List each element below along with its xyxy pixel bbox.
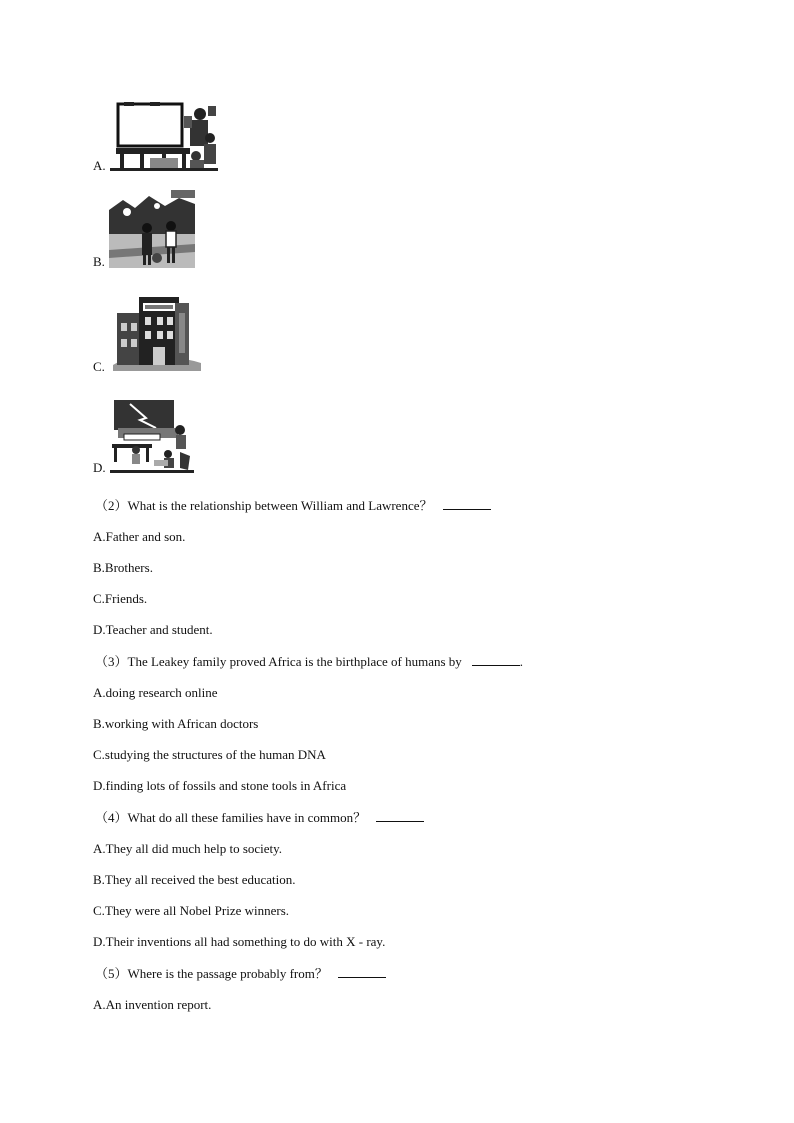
school-yard-picture-icon [110,398,194,474]
q2-option-d[interactable]: D.Teacher and student. [93,622,213,637]
option-letter: C. [93,359,105,374]
question-3-stem [95,653,523,670]
q2-option-a[interactable]: A.Father and son. [93,529,186,544]
option-c-image-row[interactable] [93,293,205,373]
q3-option-b[interactable]: B.working with African doctors [93,716,259,731]
q4-option-d[interactable]: D.Their inventions all had something to do with X - ray. [93,934,386,949]
hospital-building-picture-icon [109,293,205,373]
option-letter: D. [93,460,106,475]
q2-option-c[interactable]: C.Friends. [93,591,148,606]
answer-blank[interactable] [376,809,424,822]
q3-option-c[interactable]: C.studying the structures of the human DNA [93,747,326,762]
question-5-stem [95,965,386,982]
q2-option-b[interactable]: B.Brothers. [93,560,153,575]
q4-option-a[interactable]: A.They all did much help to society. [93,841,283,856]
answer-blank[interactable] [338,965,386,978]
q4-option-c[interactable]: C.They were all Nobel Prize winners. [93,903,290,918]
question-end: . [519,654,524,669]
question-text: （5）Where is the passage probably from？ [95,966,328,981]
question-text: （4）What do all these families have in common？ [95,810,367,825]
q4-option-b[interactable]: B.They all received the best education. [93,872,296,887]
classroom-picture-icon [110,100,218,172]
question-text: （3）The Leakey family proved Africa is the birthplace of humans by [95,654,462,669]
option-letter: A. [93,158,106,173]
outdoor-walk-picture-icon [109,190,195,268]
question-4-stem [95,809,424,826]
q5-option-a[interactable]: A.An invention report. [93,997,212,1012]
q3-option-d[interactable]: D.finding lots of fossils and stone tools in Africa [93,778,347,793]
question-2-stem [95,497,491,514]
question-text: （2）What is the relationship between William and Lawrence？ [95,498,433,513]
option-b-image-row[interactable] [93,190,195,268]
option-d-image-row[interactable] [93,398,194,474]
option-letter: B. [93,254,105,269]
answer-blank[interactable] [443,497,491,510]
option-a-image-row[interactable] [93,100,218,172]
answer-blank[interactable] [472,653,520,666]
q3-option-a[interactable]: A.doing research online [93,685,218,700]
